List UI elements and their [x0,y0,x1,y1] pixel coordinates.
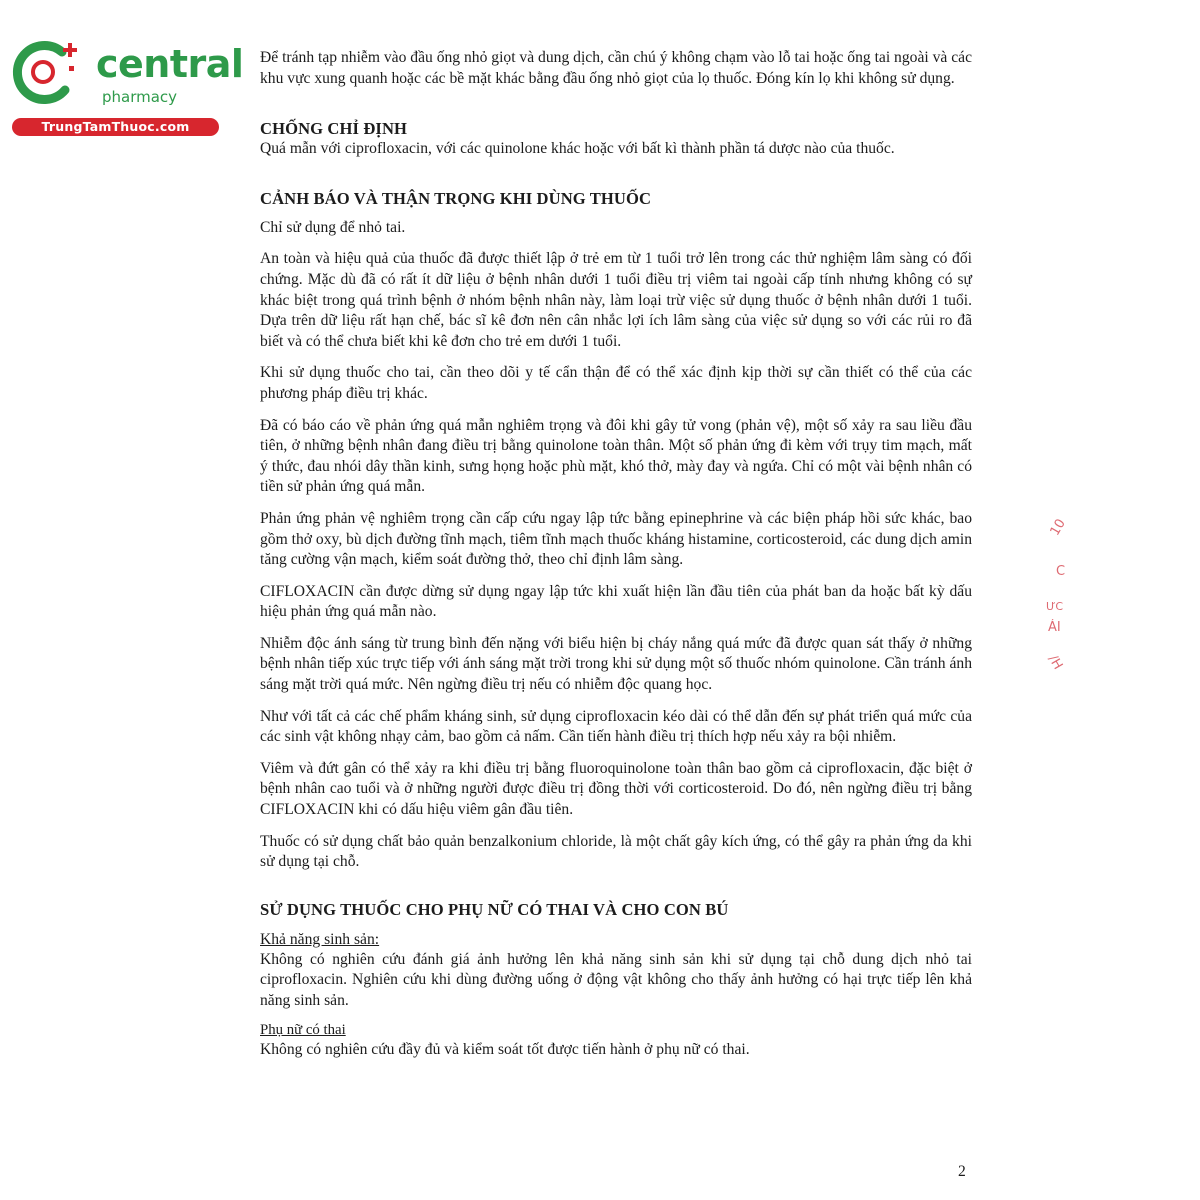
pregnant-text: Không có nghiên cứu đầy đủ và kiểm soát tốt được tiến hành ở phụ nữ có thai. [260,1040,750,1058]
brand-name: central [96,42,244,86]
warning-paragraph: Khi sử dụng thuốc cho tai, cần theo dõi y tế cẩn thận để có thể xác định kịp thời sự cần thiết có thể của các phương pháp điều trị khác. [260,364,972,402]
stamp-text: 10 [1047,516,1069,539]
warning-paragraph: Thuốc có sử dụng chất bảo quản benzalkonium chloride, là một chất gây kích ứng, có thể gây ra phản ứng da khi sử dụng tại chỗ. [260,832,972,871]
warning-paragraph: Đã có báo cáo về phản ứng quá mẫn nghiêm trọng và đôi khi gây tử vong (phản vệ), một số xảy ra sau liều đầu tiên, ở những bệnh nhân đang điều trị bằng quinolone toàn thân. Một số phản ứng đi kèm với trụy tim mạch, mất ý thức, đau nhói dây thần kinh, sưng họng hoặc phù mặt, khó thở, mày đay và ngứa. Chỉ có một vài bệnh nhân có tiền sử phản ứng quá mẫn. [260,416,972,496]
stamp-text: ƯC [1046,600,1064,613]
document-body [260,48,972,1060]
warning-paragraph: Như với tất cả các chế phẩm kháng sinh, sử dụng ciprofloxacin kéo dài có thể dẫn đến sự phát triển quá mức của các sinh vật không nhạy cảm, bao gồm cả nấm. Cần tiến hành điều trị thích hợp nếu xảy ra bội nhiễm. [260,707,972,746]
stamp-text: /H [1045,652,1066,673]
central-pharmacy-logo[interactable] [10,38,244,138]
stamp-text: ÁI [1048,620,1061,635]
central-pharmacy-c-icon [10,38,90,108]
fertility-text: Không có nghiên cứu đánh giá ảnh hưởng lên khả năng sinh sản khi sử dụng tại chỗ dung dịch nhỏ tai ciprofloxacin. Nghiên cứu khi dùng đường uống ở động vật không cho thấy ảnh hưởng có hại trực tiếp lên khả năng sinh sản. [260,950,972,1009]
warning-paragraph: Chỉ sử dụng để nhỏ tai. [260,218,406,236]
pregnant-subheading: Phụ nữ có thai [260,1021,346,1038]
fertility-subheading: Khả năng sinh sản: [260,930,380,948]
intro-paragraph: Để tránh tạp nhiễm vào đầu ống nhỏ giọt và dung dịch, cần chú ý không chạm vào lỗ tai hoặc ống tai ngoài và các khu vực xung quanh hoặc các bề mặt khác bằng đầu ống nhỏ giọt của lọ thuốc. Đóng kín lọ khi không sử dụng. [260,49,972,87]
contraindications-text: Quá mẫn với ciprofloxacin, với các quinolone khác hoặc với bất kì thành phần tá dược nào của thuốc. [260,140,895,158]
heading-contraindications: CHỐNG CHỈ ĐỊNH [260,119,408,139]
page-number: 2 [958,1163,966,1180]
brand-website: TrungTamThuoc.com [12,118,219,136]
warning-paragraph: CIFLOXACIN cần được dừng sử dụng ngay lập tức khi xuất hiện lần đầu tiên của phát ban da hoặc bất kỳ dấu hiệu phản ứng quá mẫn nào. [260,582,972,621]
stamp-text: C [1056,564,1066,579]
warning-paragraph: Phản ứng phản vệ nghiêm trọng cần cấp cứu ngay lập tức bằng epinephrine và các biện pháp hồi sức khác, bao gồm thở oxy, bù dịch đường tĩnh mạch, tiêm tĩnh mạch thuốc kháng histamine, corticosteroid, các dung dịch amin tăng cường vận mạch, kiểm soát đường thở, theo chỉ định lâm sàng. [260,509,972,569]
warning-paragraph: An toàn và hiệu quả của thuốc đã được thiết lập ở trẻ em từ 1 tuổi trở lên trong các thử nghiệm lâm sàng có đối chứng. Mặc dù đã có rất ít dữ liệu ở bệnh nhân dưới 1 tuổi điều trị viêm tai ngoài cấp tính nhưng không có sự khác biệt trong quá trình bệnh ở nhóm bệnh nhân này, làm loại trừ việc sử dụng thuốc ở bệnh nhân dưới 1 tuổi. Dựa trên dữ liệu rất hạn chế, bác sĩ kê đơn nên cân nhắc lợi ích lâm sàng của việc sử dụng so với các rủi ro đã biết và có thể chưa biết khi kê đơn cho trẻ em dưới 1 tuổi. [260,250,972,350]
heading-pregnancy: SỬ DỤNG THUỐC CHO PHỤ NỮ CÓ THAI VÀ CHO CON BÚ [260,899,729,919]
heading-warnings: CẢNH BÁO VÀ THẬN TRỌNG KHI DÙNG THUỐC [260,188,652,208]
stamp-fragment [1040,516,1080,690]
warning-paragraph: Viêm và đứt gân có thể xảy ra khi điều trị bằng fluoroquinolone toàn thân bao gồm cả ciprofloxacin, đặc biệt ở bệnh nhân cao tuổi và ở những người được điều trị đồng thời với corticosteroid. Do đó, nên ngừng điều trị bằng CIFLOXACIN khi có dấu hiệu viêm gân đầu tiên. [260,759,972,819]
brand-subtitle: pharmacy [102,88,178,106]
warning-paragraph: Nhiễm độc ánh sáng từ trung bình đến nặng với biểu hiện bị cháy nắng quá mức đã được quan sát thấy ở những bệnh nhân tiếp xúc trực tiếp với ánh sáng mặt trời trong khi sử dụng một số thuốc nhóm quinolone. Cần tránh ánh sáng mặt trời quá mức. Nên ngừng điều trị nếu có nhiễm độc quang học. [260,634,972,694]
